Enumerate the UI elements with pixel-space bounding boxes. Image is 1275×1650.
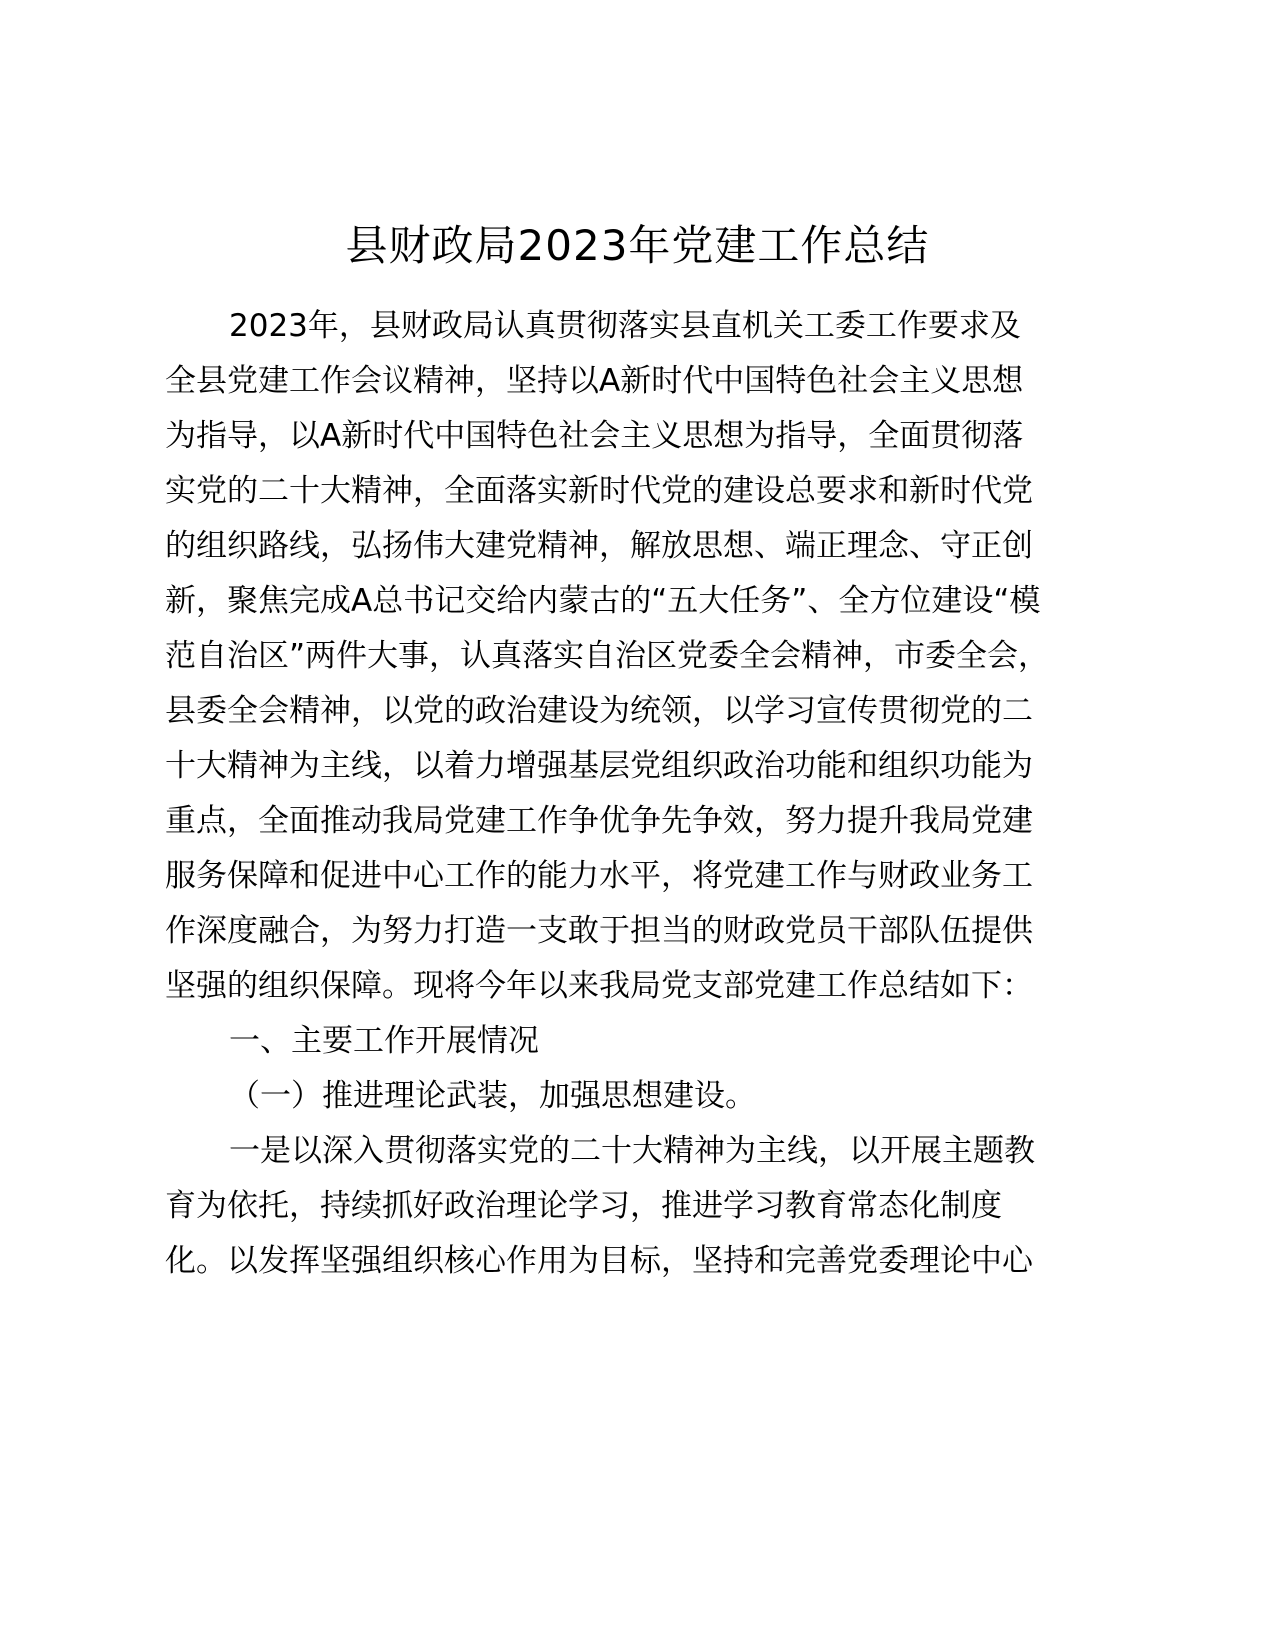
paragraph-line: 县委全会精神，以党的政治建设为统领，以学习宣传贯彻党的二 [165,693,1033,729]
section-heading: 一、主要工作开展情况 [229,1023,539,1059]
paragraph-line: 育为依托，持续抓好政治理论学习，推进学习教育常态化制度 [165,1188,1002,1224]
paragraph-line: 的组织路线，弘扬伟大建党精神，解放思想、端正理念、守正创 [165,528,1033,564]
document-title: 县财政局2023年党建工作总结 [345,221,930,270]
paragraph-line: 实党的二十大精神，全面落实新时代党的建设总要求和新时代党 [165,473,1033,509]
paragraph-line: 坚强的组织保障。现将今年以来我局党支部党建工作总结如下： [165,968,1033,1004]
paragraph-line: 2023年，县财政局认真贯彻落实县直机关工委工作要求及 [229,308,1021,344]
paragraph-line: 一是以深入贯彻落实党的二十大精神为主线，以开展主题教 [229,1133,1035,1169]
paragraph-line: 化。以发挥坚强组织核心作用为目标，坚持和完善党委理论中心 [165,1243,1033,1279]
paragraph-line: 作深度融合，为努力打造一支敢于担当的财政党员干部队伍提供 [165,913,1033,949]
paragraph-line: 新，聚焦完成A总书记交给内蒙古的“五大任务”、全方位建设“模 [165,583,1041,619]
paragraph-line: 服务保障和促进中心工作的能力水平，将党建工作与财政业务工 [165,858,1033,894]
paragraph-line: 全县党建工作会议精神，坚持以A新时代中国特色社会主义思想 [165,363,1024,399]
paragraph-line: 为指导，以A新时代中国特色社会主义思想为指导，全面贯彻落 [165,418,1024,454]
paragraph-line: 范自治区”两件大事，认真落实自治区党委全会精神，市委全会， [165,638,1050,674]
paragraph-line: 重点，全面推动我局党建工作争优争先争效，努力提升我局党建 [165,803,1033,839]
subsection-heading: （一）推进理论武装，加强思想建设。 [229,1078,756,1114]
paragraph-line: 十大精神为主线，以着力增强基层党组织政治功能和组织功能为 [165,748,1033,784]
